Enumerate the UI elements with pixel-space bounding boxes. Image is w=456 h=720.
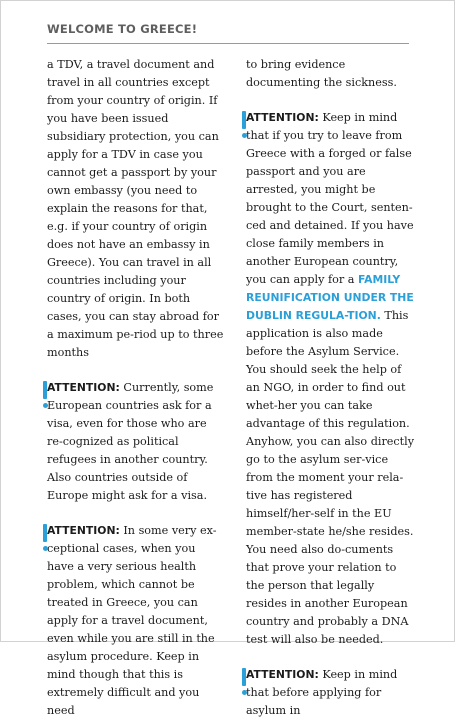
attention-text: Keep in mind that if you try to leave from Greece with a forged or false passport and you are arrested, you might be brought to the Court, senten-ced and detained. If you have close family members in another European country, you can apply for a bbox=[246, 111, 414, 286]
exclamation-icon bbox=[42, 524, 48, 553]
attention-label: ATTENTION: bbox=[246, 111, 319, 124]
attention-text-continued: This application is also made before the Asylum Service. You should seek the help of an NGO, in order to find out whet-her you can take advantage of this regulation. Anyhow, you can also directly go to the asylum ser-vice from the moment your rela-tive has registered himself/her-self in the EU member-state he/she resides. You need also do-cuments that prove your relation to the person that legally resides in another European country and probably a DNA test will also be needed. bbox=[246, 309, 415, 646]
attention-label: ATTENTION: bbox=[47, 381, 120, 394]
exclamation-icon bbox=[42, 381, 48, 410]
header-divider bbox=[47, 43, 409, 44]
family-reunification-link[interactable]: FAMILY REUNIFICATION UNDER THE DUBLIN REGULA-TION. bbox=[246, 273, 414, 322]
attention-text: In some very ex-ceptional cases, when you have a very serious health problem, which cannot be treated in Greece, you can apply for a travel document, even while you are still in the asylum procedure. Keep in mind though that this is extremely difficult and you need bbox=[47, 524, 217, 717]
attention-label: ATTENTION: bbox=[47, 524, 120, 537]
left-column bbox=[47, 56, 225, 720]
exclamation-icon bbox=[241, 668, 247, 697]
attention-text: Currently, some European countries ask for a visa, even for those who are re-cognized as political refugees in another country. Also countries outside of Europe might ask for a visa. bbox=[47, 381, 214, 502]
attention-note-asylum bbox=[246, 666, 416, 720]
attention-text: Keep in mind that before applying for asylum in bbox=[246, 668, 398, 717]
continuation-paragraph: to bring evidence documenting the sickness. bbox=[246, 58, 397, 89]
attention-note-forged-passport bbox=[246, 109, 416, 649]
right-column bbox=[246, 56, 416, 720]
exclamation-icon bbox=[241, 111, 247, 140]
attention-note-visa bbox=[47, 379, 225, 505]
page-header-title: WELCOME TO GREECE! bbox=[47, 22, 198, 36]
intro-paragraph: a TDV, a travel document and travel in all countries except from your country of origin. If you have been issued subsidiary protection, you can apply for a TDV in case you cannot get a passport by your own embassy (you need to explain the reasons for that, e.g. if your country of origin does not have an embassy in Greece). You can travel in all countries including your country of origin. In both cases, you can stay abroad for a maximum pe-riod up to three months bbox=[47, 58, 224, 359]
attention-note-health bbox=[47, 522, 225, 720]
attention-label: ATTENTION: bbox=[246, 668, 319, 681]
